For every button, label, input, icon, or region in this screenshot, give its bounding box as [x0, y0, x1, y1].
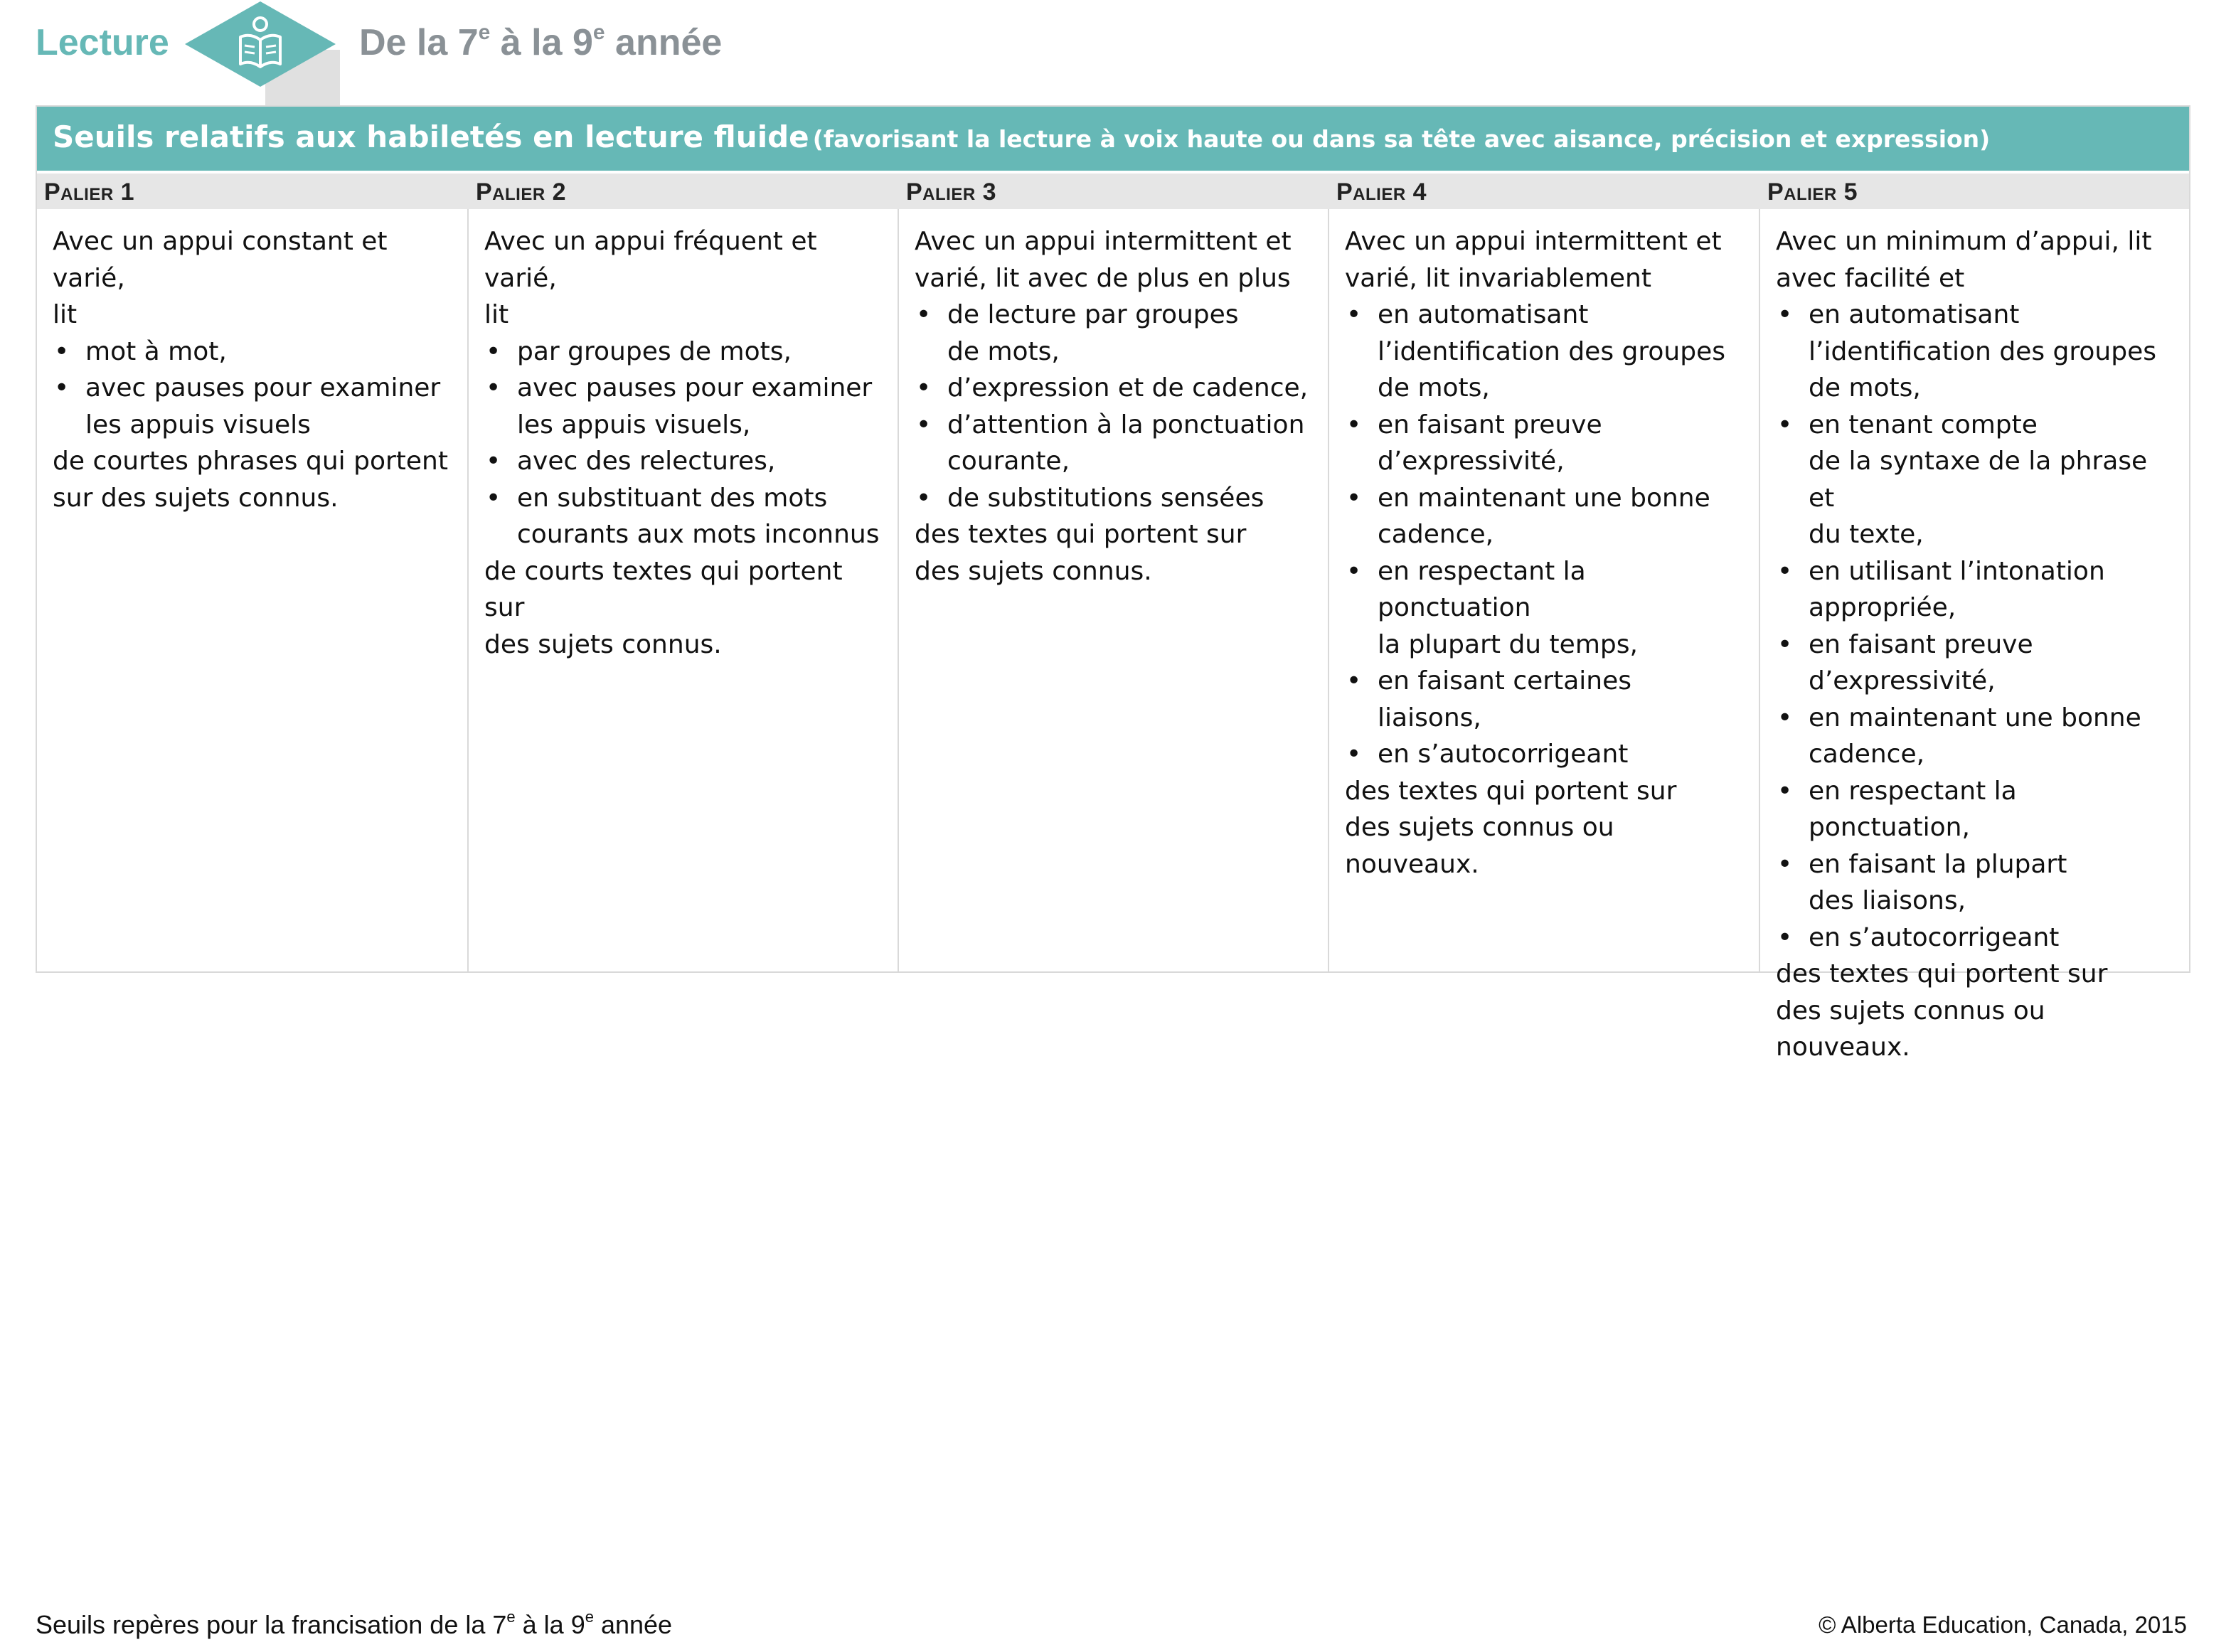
text-line: en maintenant une bonne: [1809, 703, 2141, 732]
text-line: lit: [484, 300, 509, 329]
list-item: [484, 370, 882, 443]
text-line: avec pauses pour examiner: [517, 373, 873, 403]
bullet-icon: •: [1777, 703, 1793, 732]
text-line: courants aux mots inconnus: [517, 520, 880, 549]
bullet-icon: •: [486, 447, 501, 476]
column-header: Palier 4: [1336, 178, 1427, 206]
column-header: Palier 3: [906, 178, 997, 206]
table-body-row: [37, 209, 2189, 1062]
text-line: de courts textes qui portent sur: [484, 556, 843, 622]
palier-cell: [469, 209, 899, 971]
bullet-icon: •: [486, 483, 501, 513]
fluency-thresholds-table: [36, 105, 2190, 1062]
list-item: [915, 480, 1312, 517]
text-line: mot à mot,: [85, 336, 227, 366]
bullet-icon: •: [1777, 556, 1793, 586]
cell-intro: [1776, 223, 2173, 297]
text-line: en faisant certaines liaisons,: [1378, 666, 1631, 732]
reading-book-icon: [183, 0, 340, 107]
bullet-icon: •: [1777, 300, 1793, 329]
text-line: de lecture par groupes: [947, 300, 1239, 329]
palier-cell: [899, 209, 1329, 971]
list-item: [1776, 920, 2173, 956]
text-line: Avec un appui constant et varié,: [53, 227, 388, 293]
text-line: de substitutions sensées: [947, 483, 1264, 513]
list-item: [1345, 480, 1743, 553]
list-item: [1345, 553, 1743, 664]
text-line: d’expressivité,: [1809, 666, 1996, 696]
text-line: des sujets connus.: [915, 556, 1152, 586]
text-line: d’expression et de cadence,: [947, 373, 1309, 403]
table-title-main: Seuils relatifs aux habiletés en lecture fluide: [53, 119, 809, 154]
column-header: Palier 2: [476, 178, 567, 206]
footer-document-title: Seuils repères pour la francisation de la 7e à la 9e année: [36, 1608, 673, 1639]
text-line: varié, lit invariablement: [1345, 263, 1651, 293]
text-line: d’expressivité,: [1378, 447, 1565, 476]
text-line: les appuis visuels: [85, 410, 311, 439]
text-line: avec des relectures,: [517, 447, 776, 476]
text-line: de mots,: [1809, 373, 1921, 403]
text-line: des sujets connus ou nouveaux.: [1776, 996, 2045, 1062]
text-line: l’identification des groupes: [1378, 336, 1725, 366]
cell-outro: [915, 516, 1312, 590]
text-line: avec facilité et: [1776, 263, 1965, 293]
bullet-icon: •: [1346, 300, 1362, 329]
text-line: de courtes phrases qui portent: [53, 447, 448, 476]
bullet-icon: •: [54, 373, 70, 403]
list-item: [915, 297, 1312, 370]
text-line: courante,: [947, 447, 1070, 476]
text-line: des sujets connus.: [484, 629, 722, 659]
cell-outro: [1345, 773, 1743, 883]
bullet-icon: •: [916, 410, 932, 439]
text-line: appropriée,: [1809, 593, 1956, 622]
text-line: en automatisant: [1809, 300, 2020, 329]
text-line: Avec un appui fréquent et varié,: [484, 227, 817, 293]
list-item: [1776, 297, 2173, 407]
text-line: de mots,: [947, 336, 1060, 366]
bullet-icon: •: [916, 300, 932, 329]
bullet-icon: •: [916, 373, 932, 403]
bullet-icon: •: [486, 373, 501, 403]
list-item: [1776, 553, 2173, 627]
text-line: en tenant compte: [1809, 410, 2038, 439]
column-header: Palier 5: [1767, 178, 1858, 206]
table-title-sub: (favorisant la lecture à voix haute ou dans sa tête avec aisance, précision et expression): [812, 125, 1991, 153]
list-item: [484, 443, 882, 480]
page-header: [0, 0, 2231, 107]
cell-intro: [484, 223, 882, 334]
bullet-icon: •: [916, 483, 932, 513]
text-line: des textes qui portent sur: [1345, 776, 1677, 806]
list-item: [1776, 627, 2173, 700]
section-title: Lecture: [36, 22, 169, 63]
list-item: [1776, 846, 2173, 920]
text-line: en utilisant l’intonation: [1809, 556, 2105, 586]
criteria-list: [484, 334, 882, 553]
text-line: la plupart du temps,: [1378, 629, 1638, 659]
bullet-icon: •: [1777, 410, 1793, 439]
text-line: en faisant preuve: [1809, 629, 2033, 659]
bullet-icon: •: [1777, 629, 1793, 659]
bullet-icon: •: [1346, 483, 1362, 513]
text-line: en s’autocorrigeant: [1809, 922, 2060, 952]
list-item: [915, 370, 1312, 407]
table-title: [37, 107, 2189, 171]
list-item: [53, 370, 452, 443]
bullet-icon: •: [1777, 849, 1793, 879]
text-line: par groupes de mots,: [517, 336, 792, 366]
text-line: de la syntaxe de la phrase et: [1809, 447, 2148, 513]
criteria-list: [1345, 297, 1743, 773]
text-line: les appuis visuels,: [517, 410, 751, 439]
text-line: varié, lit avec de plus en plus: [915, 263, 1291, 293]
text-line: en respectant la ponctuation: [1378, 556, 1586, 622]
list-item: [1776, 407, 2173, 553]
cell-intro: [1345, 223, 1743, 297]
text-line: sur des sujets connus.: [53, 483, 339, 513]
text-line: en faisant preuve: [1378, 410, 1602, 439]
text-line: d’attention à la ponctuation: [947, 410, 1305, 439]
text-line: en faisant la plupart: [1809, 849, 2067, 879]
text-line: de mots,: [1378, 373, 1490, 403]
text-line: cadence,: [1809, 740, 1925, 769]
palier-cell: [1760, 209, 2189, 1062]
bullet-icon: •: [1346, 410, 1362, 439]
column-header: Palier 1: [44, 178, 135, 206]
bullet-icon: •: [1346, 740, 1362, 769]
text-line: avec pauses pour examiner: [85, 373, 441, 403]
text-line: des liaisons,: [1809, 886, 1966, 915]
text-line: en automatisant: [1378, 300, 1589, 329]
text-line: des textes qui portent sur: [1776, 959, 2108, 988]
bullet-icon: •: [1346, 556, 1362, 586]
bullet-icon: •: [1346, 666, 1362, 696]
text-line: Avec un appui intermittent et: [915, 227, 1292, 256]
grade-range: De la 7e à la 9e année: [359, 21, 723, 63]
list-item: [1345, 736, 1743, 773]
text-line: en substituant des mots: [517, 483, 828, 513]
bullet-icon: •: [1777, 776, 1793, 806]
bullet-icon: •: [54, 336, 70, 366]
text-line: du texte,: [1809, 520, 1924, 549]
criteria-list: [1776, 297, 2173, 956]
bullet-icon: •: [1777, 922, 1793, 952]
text-line: cadence,: [1378, 520, 1494, 549]
list-item: [53, 334, 452, 371]
list-item: [915, 407, 1312, 480]
text-line: des sujets connus ou nouveaux.: [1345, 813, 1614, 879]
criteria-list: [915, 297, 1312, 516]
criteria-list: [53, 334, 452, 444]
cell-intro: [53, 223, 452, 334]
text-line: Avec un minimum d’appui, lit: [1776, 227, 2152, 256]
list-item: [1345, 663, 1743, 736]
text-line: des textes qui portent sur: [915, 520, 1247, 549]
list-item: [1776, 773, 2173, 846]
cell-intro: [915, 223, 1312, 297]
footer-copyright: © Alberta Education, Canada, 2015: [1819, 1611, 2187, 1638]
text-line: l’identification des groupes: [1809, 336, 2156, 366]
list-item: [1345, 407, 1743, 480]
palier-cell: [1329, 209, 1760, 971]
text-line: en respectant la ponctuation,: [1809, 776, 2017, 842]
text-line: en maintenant une bonne: [1378, 483, 1710, 513]
cell-outro: [1776, 956, 2173, 1066]
cell-outro: [53, 443, 452, 516]
table-header-row: [37, 171, 2189, 209]
list-item: [1776, 700, 2173, 773]
list-item: [484, 480, 882, 553]
text-line: Avec un appui intermittent et: [1345, 227, 1722, 256]
list-item: [484, 334, 882, 371]
palier-cell: [37, 209, 469, 971]
text-line: lit: [53, 300, 78, 329]
cell-outro: [484, 553, 882, 664]
text-line: en s’autocorrigeant: [1378, 740, 1629, 769]
bullet-icon: •: [486, 336, 501, 366]
list-item: [1345, 297, 1743, 407]
